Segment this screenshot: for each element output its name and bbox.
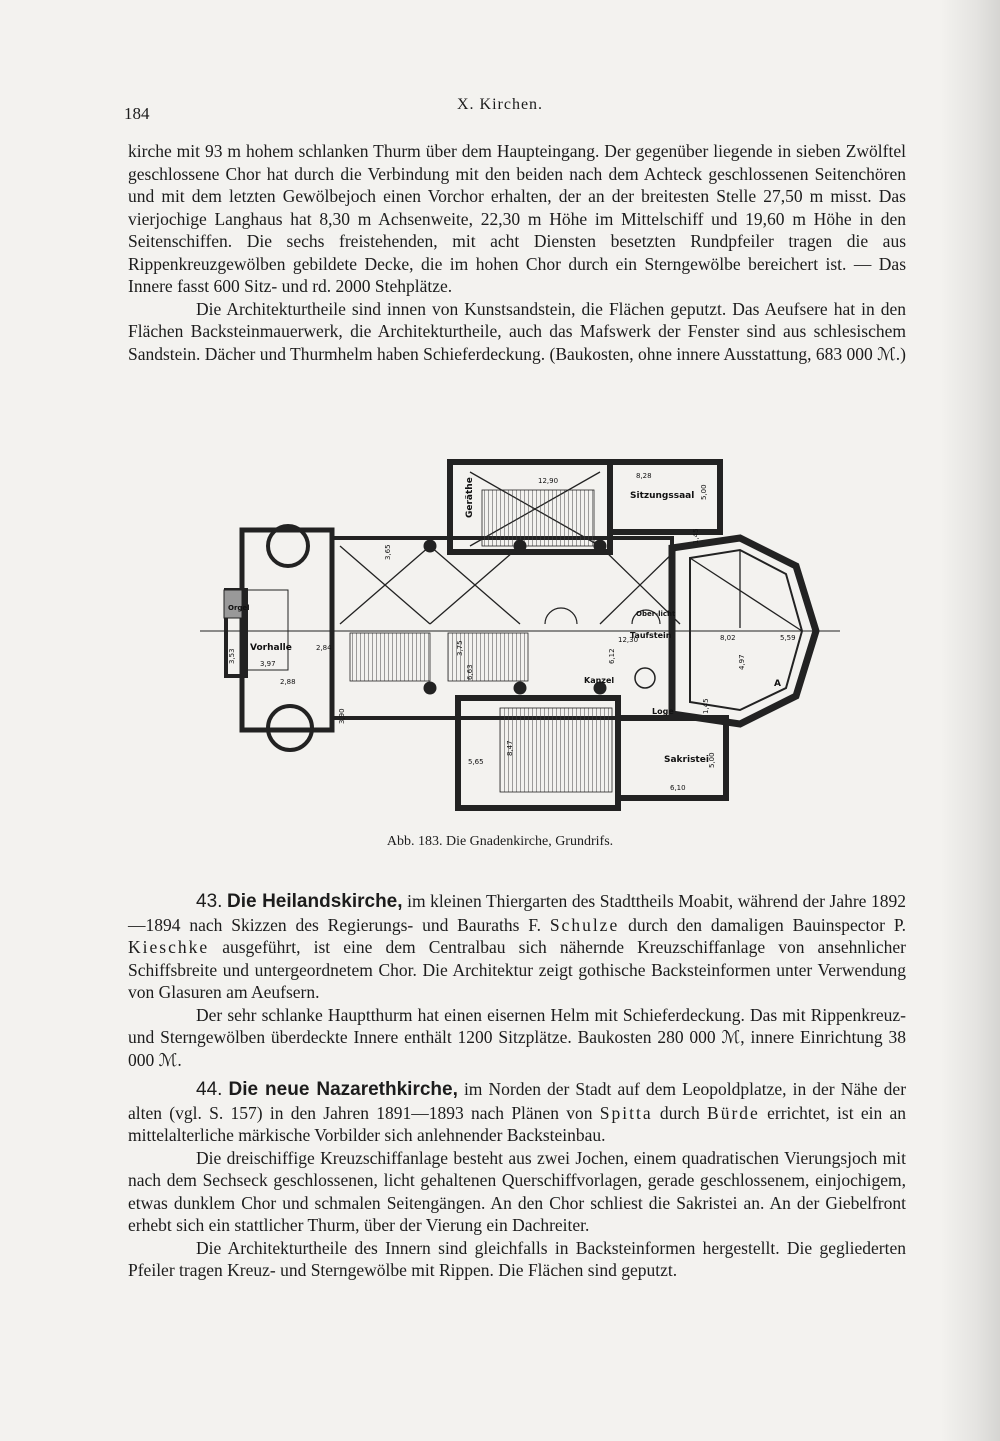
section-44-number: 44. (196, 1079, 223, 1100)
dim-3-65: 3,65 (384, 544, 392, 560)
section-44-text-c: errichtet, ist ein an mittelalterliche märkische Vorbilder sich anlehnender Backsteinbau. (128, 1102, 907, 1145)
label-geraethe: Geräthe (465, 477, 475, 518)
dim-12-30: 12,30 (618, 636, 639, 644)
dim-5-00-south: 5,00 (708, 752, 716, 768)
dim-6-12: 6,12 (608, 648, 616, 664)
dim-8-02: 8,02 (720, 634, 736, 642)
section-43-title: Die Heilandskirche, (227, 891, 403, 912)
section-44-paragraph-3: Die Architekturtheile des Innern sind gleichfalls in Backsteinformen hergestellt. Die gegliederten Pfeiler tragen Kreuz- und Sterngewölbe mit Rippen. Die Flächen sind geputzt. (128, 1237, 906, 1280)
dim-2-84: 2,84 (316, 644, 332, 652)
plan-nave-outline (332, 538, 672, 718)
dim-5-00-north: 5,00 (700, 484, 708, 500)
floor-plan-figure (200, 438, 840, 828)
dim-8-47: 8,47 (506, 740, 514, 756)
label-vorhalle: Vorhalle (250, 643, 292, 653)
dim-5-59: 5,59 (780, 634, 796, 642)
intro-paragraph-2: Die Architekturtheile sind innen von Kunstsandstein, die Flächen geputzt. Das Aeufsere hat in den Flächen Backsteinmauerwerk, die Architekturtheile, auch das Mafswerk der Fenster sind aus schlesischem Sandstein. Dächer und Thurmhelm haben Schieferdeckung. (Baukosten, ohne innere Ausstattung, 683 000 ℳ.) (128, 298, 907, 364)
section-43-text-b: durch den damaligen Bauinspector P. (628, 914, 907, 935)
dim-12-90: 12,90 (538, 477, 559, 485)
section-44-text-b: durch (659, 1102, 700, 1123)
section-43-text-c: ausgeführt, ist eine dem Centralbau sich nähernde Kreuzschiffanlage von ansehnlicher Schiffsbreite und untergeordnetem Chor. Die Architektur zeigt gothische Backsteinformen unter Verwendung von Glasuren am Aeufsern. (128, 937, 906, 1002)
label-taufstein: Taufstein (630, 631, 672, 640)
section-43-name-schulze: Schulze (549, 914, 620, 935)
plan-kanzel-circle (635, 668, 655, 688)
label-orgel: Orgel (228, 604, 250, 612)
dim-5-65: 5,65 (468, 758, 484, 766)
section-44 (128, 1078, 906, 1282)
section-43-number: 43. (196, 891, 223, 912)
plan-choir-inner (690, 550, 802, 710)
section-43-text-a: im kleinen Thiergarten des Stadttheils Moabit, während der Jahre 1892—1894 nach Skizzen des Regierungs- und Bauraths F. (128, 891, 907, 935)
label-apse: A (774, 679, 781, 689)
dim-6-63: 6,63 (466, 664, 474, 680)
dim-3-90: 3,90 (338, 708, 346, 724)
plan-west-block (242, 530, 332, 730)
dim-2-88: 2,88 (280, 678, 296, 686)
dim-4-97: 4,97 (738, 654, 746, 670)
plan-pews (350, 490, 615, 792)
section-43-name-kieschke: Kieschke (128, 937, 210, 957)
dim-3-97: 3,97 (260, 660, 276, 668)
label-sitzungssaal: Sitzungssaal (630, 491, 695, 501)
running-title: X. Kirchen. (456, 96, 544, 113)
section-44-title: Die neue Nazarethkirche, (228, 1079, 458, 1100)
section-43 (128, 890, 906, 1071)
dim-8-28: 8,28 (636, 472, 652, 480)
figure-caption: Abb. 183. Die Gnadenkirche, Grundrifs. (386, 834, 614, 849)
dim-3-75: 3,75 (456, 640, 464, 656)
section-44-text-a: im Norden der Stadt auf dem Leopoldplatze, in der Nähe der alten (vgl. S. 157) in den Jahren 1891—1893 nach Plänen von (128, 1079, 907, 1123)
page-edge-shadow (940, 0, 1000, 1441)
intro-paragraph-1: kirche mit 93 m hohem schlanken Thurm über dem Haupteingang. Der gegenüber liegende in sieben Zwölftel geschlossene Chor hat durch die Verbindung mit den beiden nach dem Achteck geschlossenen Seitenchören und mit dem letzten Gewölbejoch einen Vorchor erhalten, der an der breitesten Stelle 27,50 m misst. Das vierjochige Langhaus hat 8,30 m Achsenweite, 22,30 m Höhe im Mittelschiff und 19,60 m Höhe in den Seitenschiffen. Die sechs freistehenden, mit acht Diensten besetzten Rundpfeiler tragen die aus Rippenkreuzgewölben gebildete Decke, die im hohen Chor durch ein Sterngewölbe bereichert ist. — Das Innere fasst 600 Sitz- und rd. 2000 Stehplätze. (128, 141, 906, 296)
section-43-paragraph-2: Der sehr schlanke Hauptthurm hat einen eisernen Helm mit Schieferdeckung. Das mit Rippenkreuz- und Sterngewölben überdeckte Innere enthält 1200 Sitzplätze. Baukosten 280 000 ℳ, innere Einrichtung 38 000 ℳ. (128, 1004, 906, 1070)
section-44-paragraph-2: Die dreischiffige Kreuzschiffanlage besteht aus zwei Jochen, einem quadratischen Vierungsjoch mit nach dem Sechseck geschlossenen, licht gehaltenen Querschiffvorlagen, gerade geschlossenem, einjochigem, etwas dunklem Chor und schmalen Seitengängen. An den Chor schliest die Sakristei an. An der Giebelfront erhebt sich ein stattlicher Thurm, über der Vierung ein Dachreiter. (128, 1147, 906, 1235)
page-number: 184 (124, 104, 150, 123)
label-loge: Loge (652, 707, 674, 716)
section-44-name-spitta: Spitta (599, 1102, 653, 1123)
dim-1-45-north: 1,45 (692, 528, 700, 544)
plan-arch-north (545, 608, 577, 624)
label-ueberlicht: Ober-licht (636, 610, 676, 618)
label-kanzel: Kanzel (584, 676, 615, 685)
dim-6-10: 6,10 (670, 784, 686, 792)
plan-vorhalle-room (242, 590, 288, 670)
dim-3-53: 3,53 (228, 648, 236, 664)
label-sakristei: Sakristei (664, 755, 709, 765)
dim-1-45-south: 1,45 (702, 698, 710, 714)
intro-text (128, 140, 906, 365)
section-44-name-buerde: Bürde (707, 1102, 760, 1123)
